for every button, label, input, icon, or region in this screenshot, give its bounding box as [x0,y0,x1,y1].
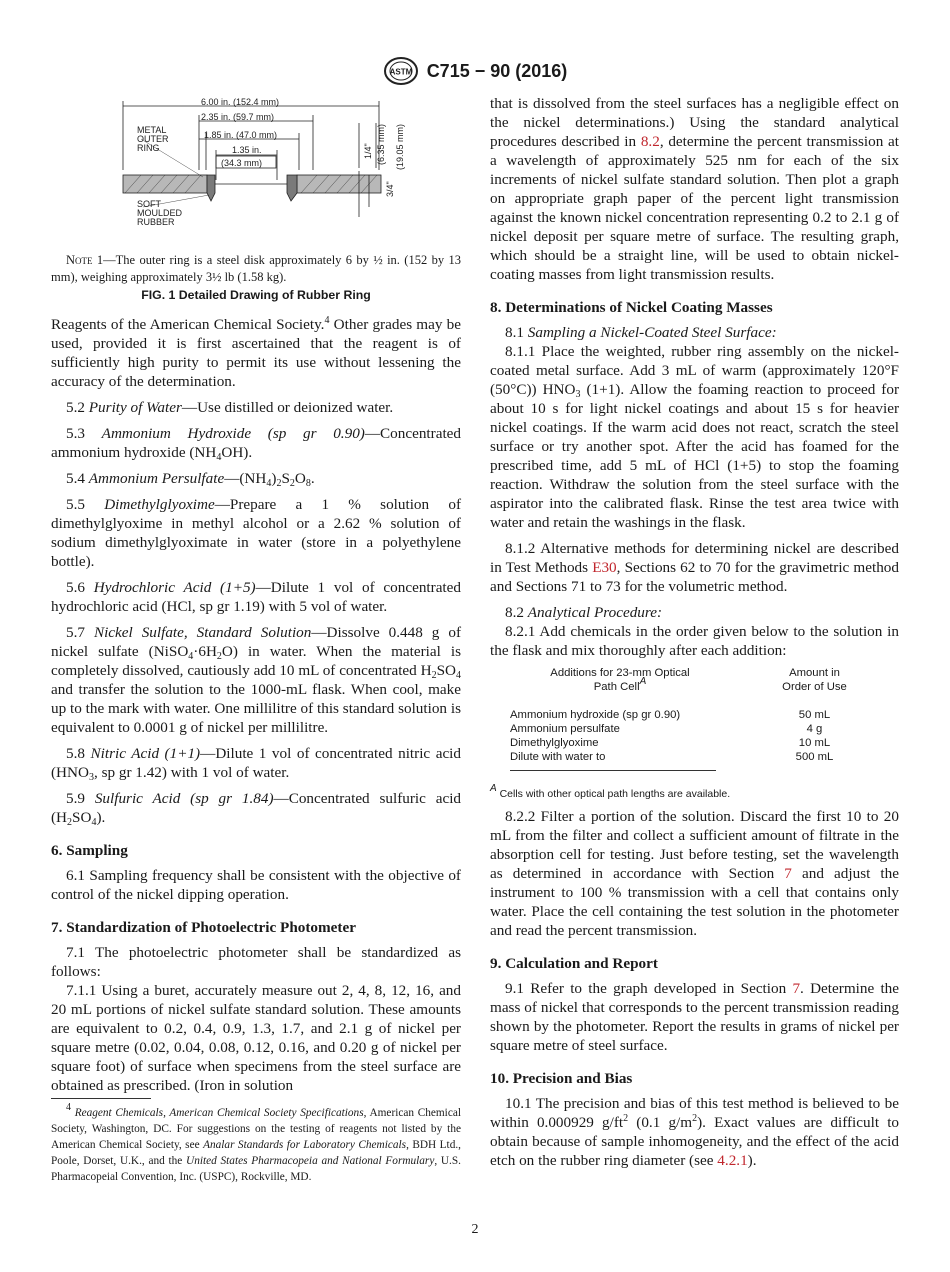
table-row: Dimethylglyoxime 10 mL [510,737,831,749]
table-row: Dilute with water to 500 mL [510,751,834,763]
para-5-2: 5.2 Purity of Water—Use distilled or deionized water. [66,399,394,416]
left-column [51,95,461,1102]
dim-opening-in: 1.35 in. [232,145,262,155]
link-4-2-1[interactable]: 4.2.1 [717,1152,748,1169]
table-row: Ammonium hydroxide (sp gr 0.90) 50 mL [510,709,831,721]
page-number: 2 [471,1222,479,1237]
footnote-rule [51,1098,151,1099]
table-rule [510,770,716,771]
para-10-1: 10.1 The precision and bias of this test method is believed to be within 0.000929 $g/ft^2$ (0.1 $g/m^2$). Exact values are difficult to obtain because of sample inhomogeneity, and the effect of the acid etch on the rubber ring diameter (see 4.2.1). [490,1095,900,1169]
link-section-7[interactable]: 7 [784,865,792,882]
heading-determinations: 8. Determinations of Nickel Coating Masses [490,299,773,316]
dim-v-1905: (19.05 mm) [395,123,405,170]
soft-label-3: RUBBER [137,217,175,227]
para-7-1: 7.1 The photoelectric photometer shall be standardized as follows: [51,944,461,980]
additions-table [490,666,899,801]
para-5-4: 5.4 Ammonium $Persulfate—(NH_4)_2S_2O_8$. [66,470,315,489]
para-7-1-1: 7.1.1 Using a buret, accurately measure out 2, 4, 8, 12, 16, and 20 mL portions of nickel sulfate standard solution. These amounts are equivalent to 0.2, 0.4, 0.9, 1.3, 1.7, and 2.1 g of nickel per square metre (0.02, 0.04, 0.08, 0.12, 0.16, and 0.20 g of nickel per square foot) of surface when specimens from the steel surface are obtained as prescribed. (Iron in solution [51,982,461,1094]
para-6-1: 6.1 Sampling frequency shall be consistent with the objective of control of the nickel dipping operation. [51,867,461,903]
para-reagents: Reagents of the American Chemical Society.$^4$ Other grades may be used, provided it is first ascertained that the reagent is of sufficiently high purity to permit its use without lessening the accuracy of the determination. [51,315,461,390]
astm-logo [383,56,419,86]
heading-precision: 10. Precision and Bias [490,1070,633,1087]
para-9-1: 9.1 Refer to the graph developed in Section 7. Determine the mass of nickel that corresponds to the percent transmission reading shown by the photometer. Report the results in grams of nickel per square metre of steel surface. [490,980,899,1054]
soft-label-1: SOFT [137,199,161,209]
para-8-1-1: 8.1.1 Place the weighted, rubber ring assembly on the nickel-coated metal surface. Add 3 mL of warm (approximately 120°F (50°C)) $HNO_3$ (1+1). Allow the foaming reaction to proceed for about 10 s for light nickel coatings and about 15 s for heavier nickel coatings. If the warm acid does not react, scratch the steel surface or try another spot. After the acid has foamed for the prescribed time, add 5 mL of HCl (1+5) to stop the foaming reaction. Withdraw the solution from the steel surface with the aspirator into the calibrated flask. Rinse the test area twice with water and retain the washings in the flask. [490,343,900,531]
table-head-additions: Additions for 23-mm Optical Path Cell$^A$ [550,667,690,693]
table-footnote: $^A$ Cells with other optical path lengths are available. [490,783,731,800]
link-e30[interactable]: E30 [592,559,617,576]
figure-note [51,252,461,286]
footnote-area [51,1090,461,1185]
right-column [490,94,899,1177]
para-5-5: 5.5 Dimethylglyoxime—Prepare a 1 % solution of dimethylglyoxime in methyl alcohol or a 2.62 % solution of sodium dimethylglyoximate in water (store in a polyethylene bottle). [51,496,461,570]
dim-v-quarter: 1/4" [363,143,373,159]
logo-text: ASTM [389,67,413,77]
table-row: Ammonium persulfate 4 g [510,723,823,735]
para-8-1-2: 8.1.2 Alternative methods for determining nickel are described in Test Methods E30, Sections 62 to 70 for the gravimetric method and Sections 71 to 73 for the volumetric method. [490,540,899,595]
table-head-amount: Amount in Order of Use [782,667,847,693]
link-8-2[interactable]: 8.2 [640,133,660,150]
para-7-1-1-cont: that is dissolved from the steel surfaces has a negligible effect on the nickel determinations.) Using the standard analytical procedures described in 8.2, determine the percent transmission at a wavelength of approximately 525 nm for each of the six increments of nickel sulfate standard solution. Then plot a graph on appropriate graph paper of the percent light transmission against the known nickel concentration representing 0.2 to 2.1 g of nickel deposit per square metre of surface. The resulting graph, which should be a straight line, will be used to obtain nickel-coating masses from light transmission results. [490,95,899,283]
para-5-8: 5.8 Nitric Acid (1+1)—Dilute 1 vol of concentrated nitric acid ($HNO_3$, sp gr 1.42) with 1 vol of water. [51,745,461,783]
note-text: The outer ring is a steel disk approximately 6 by ½ in. (152 by 13 mm), weighing approximately 3½ lb (1.58 kg). [51,253,461,284]
standard-designation: C715 − 90 (2016) [426,60,568,81]
soft-label-2: MOULDED [137,208,183,218]
figure-caption: FIG. 1 Detailed Drawing of Rubber Ring [141,288,371,302]
page-header [0,56,950,86]
heading-sampling: 6. Sampling [51,842,128,859]
footnote-4: $^4$ Reagent Chemicals, American Chemical Society Specifications, American Chemical Society, Washington, DC. For suggestions on the testing of reagents not listed by the American Chemical Society, see Analar Standards for Laboratory Chemicals, BDH Ltd., Poole, Dorset, U.K., and the United States Pharmacopeia and National Formulary, U.S. Pharmacopeial Convention, Inc. (USPC), Rockville, MD. [51,1102,461,1183]
para-5-9: 5.9 Sulfuric Acid (sp gr 1.84)—Concentrated sulfuric acid $(H_2SO_4)$. [51,790,462,828]
note-lead: Note 1— [66,253,116,267]
metal-label-3: RING [137,143,160,153]
rubber-ring-drawing [51,95,461,245]
heading-standardization: 7. Standardization of Photoelectric Photometer [51,919,356,936]
para-8-2-2: 8.2.2 Filter a portion of the solution. Discard the first 10 to 20 mL from the filter and collect a sufficient amount of filtrate in the absorption cell for testing. Just before testing, set the wavelength as determined in accordance with Section 7 and adjust the instrument to 100 % transmission with a cell that contains only water. Place the cell containing the test solution in the photometer and read the percent transmission. [490,808,899,939]
dim-inner-diameter: 1.85 in. (47.0 mm) [204,130,278,140]
link-section-7b[interactable]: 7 [792,980,801,997]
metal-label-2: OUTER [137,134,169,144]
para-5-6: 5.6 Hydrochloric Acid (1+5)—Dilute 1 vol of concentrated hydrochloric acid (HCl, sp gr 1.19) with 5 vol of water. [51,579,461,615]
para-8-1: 8.1 Sampling a Nickel-Coated Steel Surface: [505,324,777,341]
para-8-2: 8.2 Analytical Procedure: [505,604,663,621]
dim-ring-diameter: 2.35 in. (59.7 mm) [201,112,275,122]
dim-opening-mm: (34.3 mm) [221,158,263,168]
metal-label-1: METAL [137,125,167,135]
para-5-3: 5.3 Ammonium Hydroxide (sp gr 0.90)—Concentrated ammonium hydroxide $(NH_4OH)$. [51,425,461,463]
dim-outer-diameter: 6.00 in. (152.4 mm) [201,97,280,107]
table-header [490,666,899,694]
dim-v-635: (6.35 mm) [376,123,386,165]
para-5-7: 5.7 Nickel Sulfate, Standard Solution—Dissolve 0.448 g of nickel sulfate $(NiSO_4\cdot 6H_2O)$ in water. When the material is completely dissolved, cautiously add 10 mL of concentrated $H_2SO_4$ and transfer the solution to the 1000-mL flask. When cool, make up to the mark with water. One millilitre of this standard solution is equivalent to 0.0001 g of nickel per millilitre. [51,624,461,736]
dim-v-34: 3/4" [385,181,395,197]
para-8-2-1: 8.2.1 Add chemicals in the order given below to the solution in the flask and mix thoroughly after each addition: [490,623,899,659]
heading-calculation: 9. Calculation and Report [490,955,658,972]
